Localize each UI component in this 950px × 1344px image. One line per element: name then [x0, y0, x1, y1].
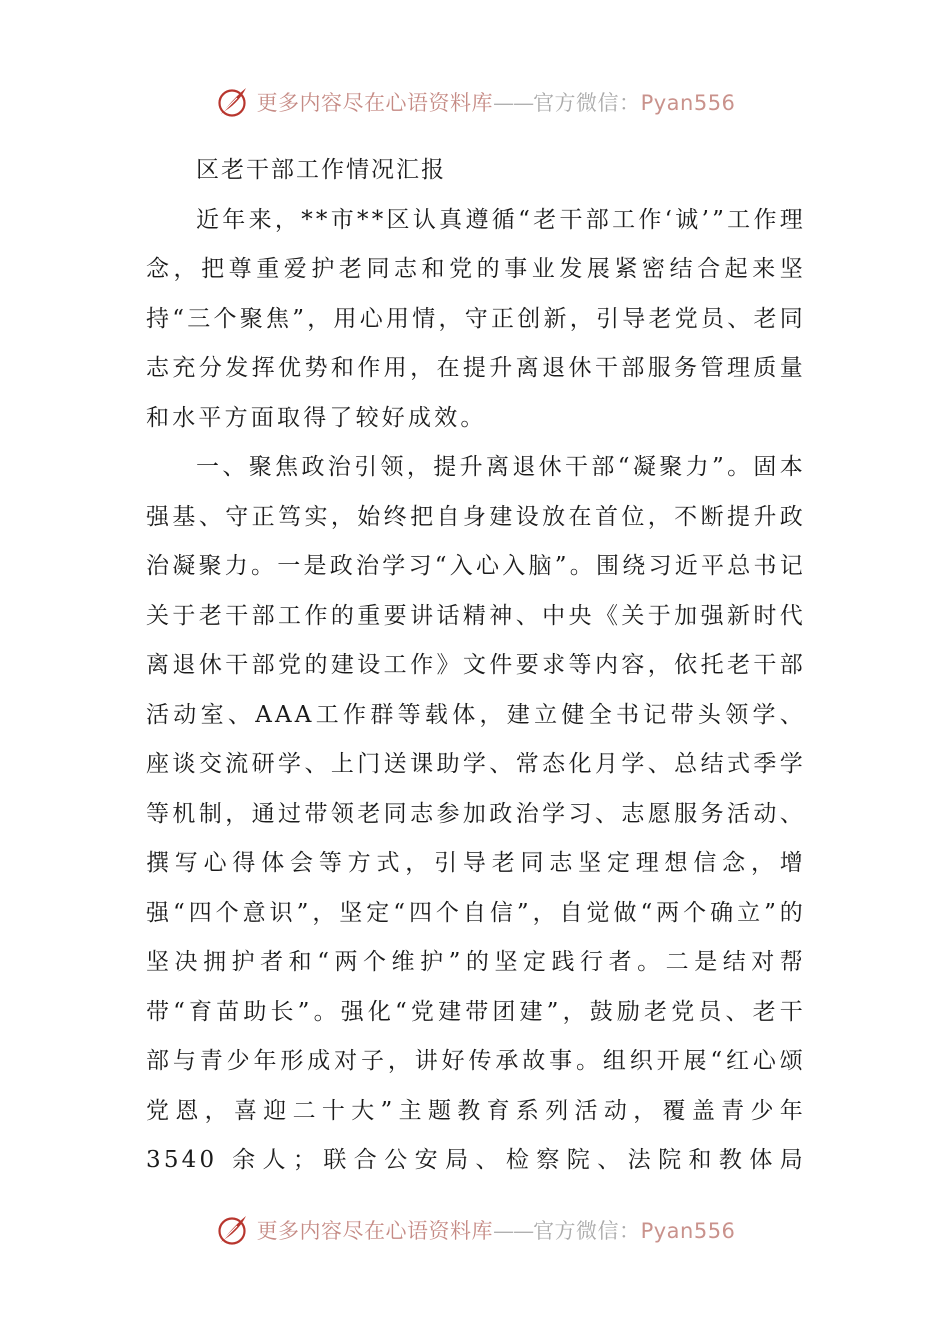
watermark-wechat-id: Pyan556: [640, 1219, 736, 1243]
watermark-wechat-label: 官方微信：: [533, 91, 641, 115]
watermark-dash: ——: [493, 91, 534, 115]
watermark-wechat-id: Pyan556: [640, 91, 736, 115]
document-title: 区老干部工作情况汇报: [196, 157, 446, 183]
watermark-site-text: 更多内容尽在心语资料库: [256, 1219, 494, 1243]
paragraph-section-one: 一、聚焦政治引领，提升离退休干部“凝聚力”。固本强基、守正笃实，始终把自身建设放在首位，不断提升政治凝聚力。一是政治学习“入心入脑”。围绕习近平总书记关于老干部工作的重要讲话精神、中央《关于加强新时代离退休干部党的建设工作》文件要求等内容，依托老干部活动室、AAA工作群等载体，建立健全书记带头领学、座谈交流研学、上门送课助学、常态化月学、总结式季学等机制，通过带领老同志参加政治学习、志愿服务活动、撰写心得体会等方式，引导老同志坚定理想信念，增强“四个意识”，坚定“四个自信”，自觉做“两个确立”的坚决拥护者和“两个维护”的坚定践行者。二是结对帮带“育苗助长”。强化“党建带团建”，鼓励老党员、老干部与青少年形成对子，讲好传承故事。组织开展“红心颂党恩，喜迎二十大”主题教育系列活动，覆盖青少年3540 余人；联合公安局、检察院、法院和教体局: [146, 454, 806, 1173]
watermark-text: [257, 1215, 736, 1245]
watermark-site-text: 更多内容尽在心语资料库: [256, 91, 494, 115]
watermark-wechat-label: 官方微信：: [533, 1219, 641, 1243]
quill-pen-circle-icon: [215, 84, 251, 120]
watermark-text: [257, 87, 736, 117]
watermark-banner-top: [0, 82, 950, 122]
quill-pen-circle-icon: [215, 1212, 251, 1248]
watermark-banner-bottom: [0, 1210, 950, 1250]
watermark-dash: ——: [493, 1219, 534, 1243]
document-body: [146, 146, 806, 1186]
paragraph-intro: 近年来，**市**区认真遵循“老干部工作‘诚’”工作理念，把尊重爱护老同志和党的事业发展紧密结合起来坚持“三个聚焦”，用心用情，守正创新，引导老党员、老同志充分发挥优势和作用，在提升离退休干部服务管理质量和水平方面取得了较好成效。: [146, 206, 806, 431]
